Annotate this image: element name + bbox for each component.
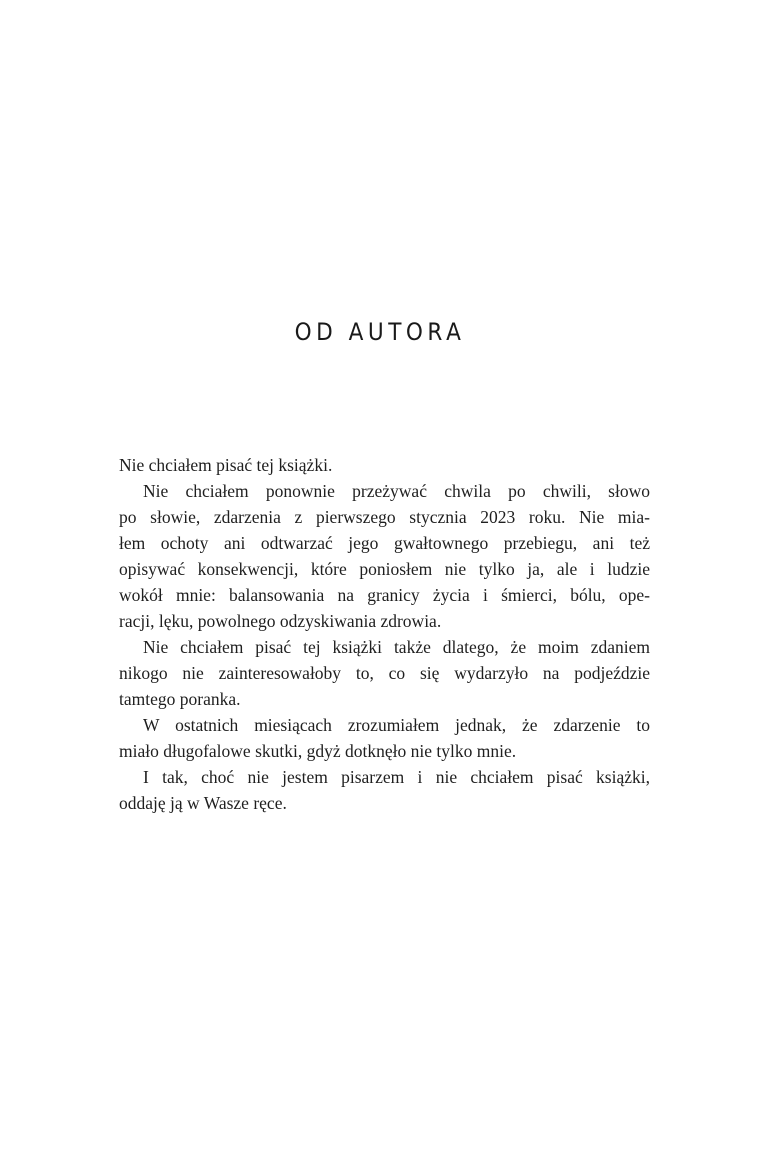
text-line: miało długofalowe skutki, gdyż dotknęło nie tylko mnie. (119, 741, 517, 761)
text-line: racji, lęku, powolnego odzyskiwania zdrowia. (119, 611, 442, 631)
chapter-body (119, 452, 650, 816)
text-line: oddaję ją w Wasze ręce. (119, 793, 287, 813)
text-line: I tak, choć nie jestem pisarzem i nie chciałem pisać książki, (143, 767, 650, 787)
text-line: Nie chciałem pisać tej książki także dlatego, że moim zdaniem (143, 637, 650, 657)
text-line: W ostatnich miesiącach zrozumiałem jednak, że zdarzenie to (143, 715, 650, 735)
text-line: tamtego poranka. (119, 689, 241, 709)
text-line: Nie chciałem ponownie przeżywać chwila po chwili, słowo (143, 481, 650, 501)
text-line: wokół mnie: balansowania na granicy życia i śmierci, bólu, ope- (119, 585, 650, 605)
text-line: opisywać konsekwencji, które poniosłem nie tylko ja, ale i ludzie (119, 559, 650, 579)
text-line: po słowie, zdarzenia z pierwszego stycznia 2023 roku. Nie mia- (119, 507, 650, 527)
chapter-title: OD AUTORA (294, 318, 466, 347)
text-line: nikogo nie zainteresowałoby to, co się wydarzyło na podjeździe (119, 663, 650, 683)
text-line: Nie chciałem pisać tej książki. (119, 455, 333, 475)
text-line: łem ochoty ani odtwarzać jego gwałtownego przebiegu, ani też (119, 533, 650, 553)
